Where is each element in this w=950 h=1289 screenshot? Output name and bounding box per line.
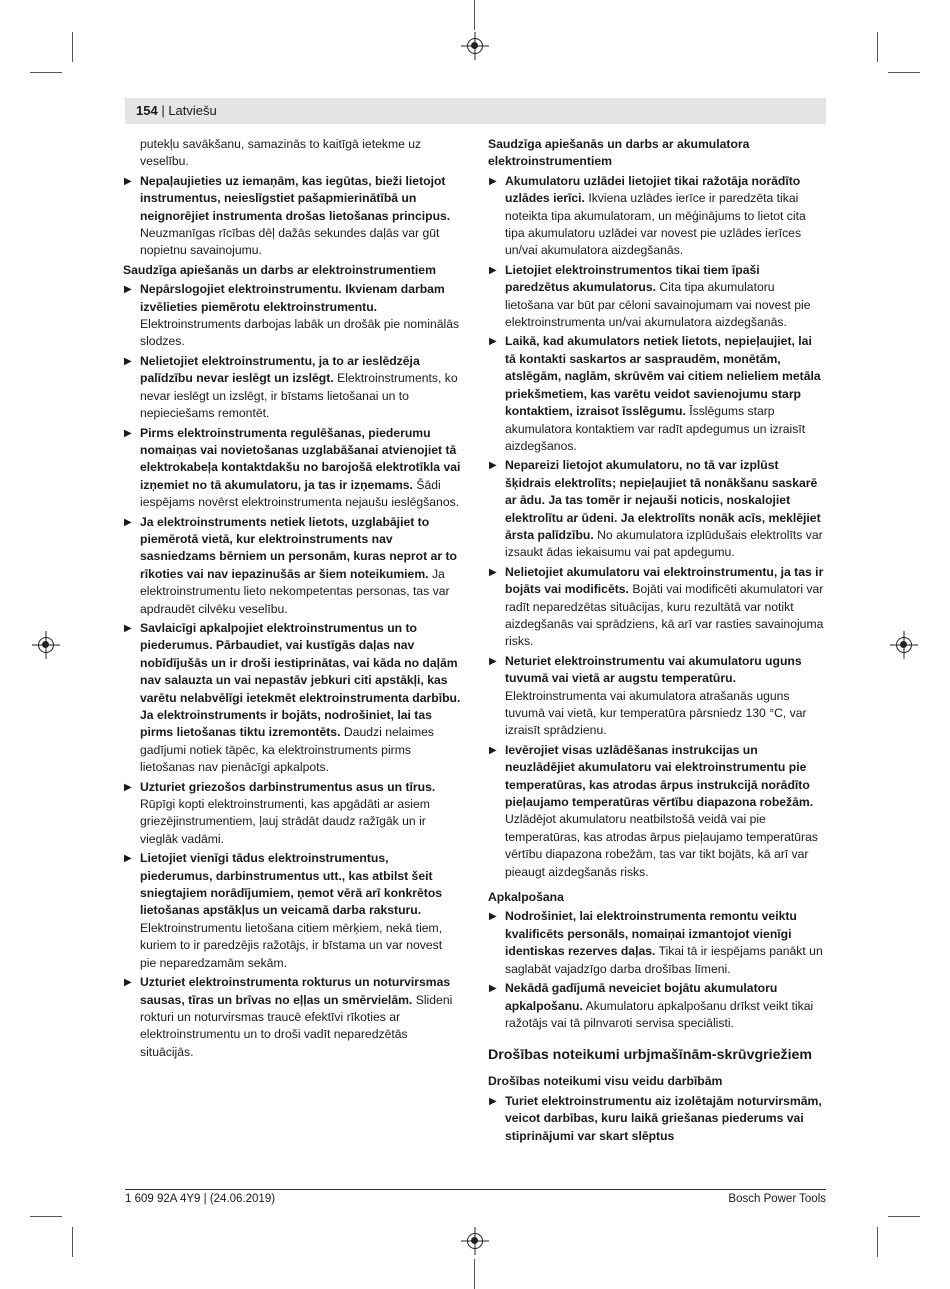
- crop-mark: [30, 1216, 62, 1217]
- item-bold: Ievērojiet visas uzlādēšanas instrukcijas un neuzlādējiet akumulatoru vai elektroinstrumentu pie temperatūras, kas atrodas ārpus instrukcijā norādīto pieļaujamo temperatūras vērtību diapazona robežām.: [505, 742, 814, 810]
- item-bold: Nepārslogojiet elektroinstrumentu. Ikvienam darbam izvēlieties piemērotu elektroinstrumentu.: [140, 282, 445, 314]
- bullet-arrow-icon: ▶: [124, 516, 132, 528]
- item-bold: Ja elektroinstruments netiek lietots, uzglabājiet to piemērotā vietā, kur elektroinstruments nav sasniedzams bērniem un personām, kuras neprot ar to rīkoties vai nav iepazinušās ar šiem noteikumiem.: [140, 514, 457, 581]
- bullet-arrow-icon: ▶: [489, 566, 497, 578]
- item-bold: Akumulatoru uzlādei lietojiet tikai ražotāja norādīto uzlādes ierīci.: [505, 173, 801, 206]
- bullet-arrow-icon: ▶: [489, 911, 497, 923]
- list-item: [123, 425, 461, 512]
- page-header-bar: [125, 98, 826, 124]
- item-text: Elektroinstruments darbojas labāk un drošāk pie nominālās slodzes.: [140, 317, 460, 349]
- item-text: Īsslēgums starp akumulatora kontaktiem var radīt apdegumus un izraisīt aizdegšanos.: [505, 404, 806, 453]
- item-text: Rūpīgi kopti elektroinstrumenti, kas apgādāti ar asiem griezējinstrumentiem, ļauj strādāt daudz ražīgāk un ir vieglāk vadāmi.: [140, 797, 430, 846]
- bullet-arrow-icon: ▶: [489, 264, 497, 276]
- list-item: [488, 1093, 826, 1145]
- section-title: Saudzīga apiešanās un darbs ar elektroinstrumentiem: [123, 262, 436, 277]
- left-column: [123, 136, 461, 1063]
- list-item: [488, 457, 826, 561]
- item-bold: Savlaicīgi apkalpojiet elektroinstrumentus un to piederumus. Pārbaudiet, vai kustīgās daļas nav nobīdījušās un ir droši iestiprinātas, vai kāda no daļām nav salauzta un vai nepastāv jebkuri citi apstākļi, kas varētu nelabvēlīgi ietekmēt elektroinstrumenta darbību. Ja elektroinstruments ir bojāts, nodrošiniet, lai tas pirms lietošanas tiktu izremontēts.: [140, 620, 461, 740]
- item-bold: Neturiet elektroinstrumentu vai akumulatoru uguns tuvumā vai vietā ar augstu temperatūru.: [505, 653, 802, 686]
- page-header: [136, 103, 217, 119]
- item-text: Ja elektroinstrumentu lieto nekompetentas personas, tas var apdraudēt cilvēku veselību.: [140, 566, 450, 616]
- section-title: Apkalpošana: [488, 890, 564, 905]
- list-item: [123, 620, 461, 777]
- bullet-arrow-icon: ▶: [124, 427, 132, 439]
- item-text: Daudzi nelaimes gadījumi notiek tāpēc, ka elektroinstruments pirms lietošanas nav pienācīgi apkalpots.: [140, 725, 434, 775]
- item-text: Elektroinstrumenta vai akumulatora atrašanās uguns tuvumā vai vietā, kur temperatūra pārsniedz 130 °C, var izraisīt sprādzienu.: [505, 688, 807, 738]
- bullet-arrow-icon: ▶: [124, 284, 132, 296]
- item-bold: Lietojiet elektroinstrumentos tikai tiem īpaši paredzētus akumulatorus.: [505, 262, 760, 295]
- item-text: Elektroinstruments, ko nevar ieslēgt un izslēgt, ir bīstams lietošanai un to nepieciešams remontēt.: [140, 371, 458, 421]
- registration-mark-icon: [896, 637, 912, 653]
- list-item: [123, 173, 461, 260]
- item-text: Elektroinstrumentu lietošana citiem mērķiem, nekā tiem, kuriem to ir paredzējis ražotājs, ir bīstama un var novest pie neparedzamām sekām.: [140, 920, 443, 970]
- footer-rule: [125, 1189, 826, 1190]
- list-item: [123, 514, 461, 618]
- list-item: [123, 850, 461, 972]
- crop-mark: [72, 1227, 73, 1257]
- registration-mark-icon: [38, 637, 54, 653]
- section-title: Drošības noteikumi visu veidu darbībām: [488, 1074, 723, 1089]
- item-text: Slideni rokturi un noturvirsmas traucē efektīvi rīkoties ar elektroinstrumentu un to droši vadīt neparedzētās situācijās.: [140, 992, 453, 1059]
- list-item: [488, 564, 826, 651]
- item-bold: Uzturiet griezošos darbinstrumentus asus un tīrus.: [140, 779, 436, 794]
- item-text: Neuzmanīgas rīcības dēļ dažās sekundes daļās var gūt nopietnu savainojumu.: [140, 226, 440, 258]
- bullet-arrow-icon: ▶: [489, 1095, 497, 1107]
- list-item: [123, 281, 461, 351]
- bullet-arrow-icon: ▶: [489, 744, 497, 756]
- list-item: [488, 908, 826, 978]
- crop-mark: [888, 72, 920, 73]
- bullet-arrow-icon: ▶: [489, 655, 497, 667]
- item-text: Šādi iespējams novērst elektroinstrumenta nejaušu ieslēgšanos.: [140, 477, 460, 510]
- registration-mark-icon: [467, 38, 483, 54]
- header-language: Latviešu: [168, 103, 217, 118]
- item-bold: Turiet elektroinstrumentu aiz izolētajām noturvirsmām, veicot darbības, kuru laikā griešanas piederums vai stiprinājumi var skart slēptus: [505, 1093, 822, 1143]
- bullet-arrow-icon: ▶: [124, 355, 132, 367]
- list-item: [488, 262, 826, 332]
- bullet-arrow-icon: ▶: [489, 983, 497, 995]
- item-bold: Laikā, kad akumulators netiek lietots, nepieļaujiet, lai tā kontakti saskartos ar saspraudēm, monētām, atslēgām, naglām, skrūvēm vai citiem nelieliem metāla priekšmetiem, kas varētu veidot savienojumu starp kontaktiem, izraisot īsslēgumu.: [505, 334, 821, 419]
- bullet-arrow-icon: ▶: [124, 853, 132, 865]
- right-column: [488, 136, 826, 1147]
- item-bold: Nelietojiet elektroinstrumentu, ja to ar ieslēdzēja palīdzību nevar ieslēgt un izslēgt.: [140, 353, 420, 386]
- crop-mark: [877, 1227, 878, 1257]
- registration-mark-icon: [467, 1233, 483, 1249]
- continued-text: putekļu savākšanu, samazinās to kaitīgā ietekme uz veselību.: [140, 137, 422, 169]
- item-text: Ikviena uzlādes ierīce ir paredzēta tikai noteikta tipa akumulatoram, un mēģinājums to lietot cita tipa akumulatoru uzlādei var novest pie uzlādes ierīces un/vai akumulatora aizdegšanās.: [505, 191, 806, 258]
- item-text: Tikai tā ir iespējams panākt un saglabāt vajadzīgo darba drošības līmeni.: [505, 944, 823, 976]
- item-bold: Nepaļaujieties uz iemaņām, kas iegūtas, bieži lietojot instrumentus, neieslīgstiet pašapmierinātībā un neignorējiet instrumenta drošas lietošanas principus.: [140, 173, 451, 223]
- crop-mark: [474, 0, 475, 30]
- list-item: [123, 353, 461, 423]
- list-item: [488, 980, 826, 1032]
- bullet-arrow-icon: ▶: [124, 175, 132, 187]
- item-bold: Nekādā gadījumā neveiciet bojātu akumulatoru apkalpošanu.: [505, 981, 778, 1013]
- bullet-arrow-icon: ▶: [124, 977, 132, 989]
- crop-mark: [30, 72, 62, 73]
- page-number: 154: [136, 103, 158, 118]
- item-text: Akumulatoru apkalpošanu drīkst veikt tikai ražotājs vai tā pilnvaroti servisa speciālisti.: [505, 998, 814, 1030]
- crop-mark: [877, 32, 878, 62]
- item-bold: Pirms elektroinstrumenta regulēšanas, piederumu nomaiņas vai novietošanas uzglabāšanai atvienojiet tā elektrokabeļa kontaktdakšu no barojošā elektrotīkla vai izņemiet no tā akumulatoru, ja tas ir izņemams.: [140, 425, 461, 492]
- item-bold: Nepareizi lietojot akumulatoru, no tā var izplūst šķidrais elektrolīts; nepieļaujiet tā nonākšanu saskarē ar ādu. Ja tas tomēr ir nejauši noticis, noskalojiet elektrolītu ar ūdeni. Ja elektrolīts nonāk acīs, meklējiet ārsta palīdzību.: [505, 458, 821, 542]
- footer-brand: Bosch Power Tools: [728, 1193, 826, 1205]
- bullet-arrow-icon: ▶: [124, 622, 132, 634]
- item-bold: Nodrošiniet, lai elektroinstrumenta remontu veiktu kvalificēts personāls, nomaiņai izmantojot vienīgi identiskas rezerves daļas.: [505, 909, 797, 959]
- list-item: [488, 653, 826, 740]
- item-text: No akumulatora izplūdušais elektrolīts var izsaukt ādas iekaisumu vai pat apdegumu.: [505, 527, 823, 560]
- list-item: [123, 974, 461, 1061]
- item-bold: Uzturiet elektroinstrumenta rokturus un noturvirsmas sausas, tīras un brīvas no eļļas un smērvielām.: [140, 975, 451, 1007]
- item-bold: Nelietojiet akumulatoru vai elektroinstrumentu, ja tas ir bojāts vai modificēts.: [505, 564, 824, 597]
- section-title: Saudzīga apiešanās un darbs ar akumulatora elektroinstrumentiem: [488, 137, 750, 169]
- bullet-arrow-icon: ▶: [489, 175, 497, 187]
- crop-mark: [474, 1259, 475, 1289]
- crop-mark: [888, 1216, 920, 1217]
- bullet-arrow-icon: ▶: [489, 336, 497, 348]
- chapter-heading: Drošības noteikumi urbjmašīnām-skrūvgriežiem: [488, 1047, 813, 1064]
- list-item: [488, 173, 826, 260]
- bullet-arrow-icon: ▶: [124, 781, 132, 793]
- bullet-arrow-icon: ▶: [489, 460, 497, 472]
- footer-doc-id: 1 609 92A 4Y9 | (24.06.2019): [125, 1193, 276, 1205]
- list-item: [488, 742, 826, 881]
- crop-mark: [72, 32, 73, 62]
- list-item: [488, 333, 826, 455]
- item-text: Bojāti vai modificēti akumulatori var radīt neparedzētas situācijas, kuru rezultātā var notikt aizdegšanās vai sprādziens, kā arī var rasties savainojuma risks.: [505, 582, 824, 649]
- header-separator: |: [157, 103, 169, 118]
- list-item: [123, 779, 461, 849]
- item-bold: Lietojiet vienīgi tādus elektroinstrumentus, piederumus, darbinstrumentus utt., kas atbilst šeit sniegtajiem norādījumiem, ņemot vērā arī konkrētos lietošanas apstākļus un veicamā darba raksturu.: [140, 851, 443, 918]
- item-text: Uzlādējot akumulatoru neatbilstošā veidā vai pie temperatūras, kas atrodas ārpus pieļaujamo temperatūras vērtību diapazona robežām, tas var tikt bojāts, kā arī var pieaugt aizdegšanās risks.: [505, 812, 818, 879]
- item-text: Cita tipa akumulatoru lietošana var būt par cēloni savainojumam vai novest pie elektroinstrumenta un/vai akumulatora aizdegšanās.: [505, 280, 811, 330]
